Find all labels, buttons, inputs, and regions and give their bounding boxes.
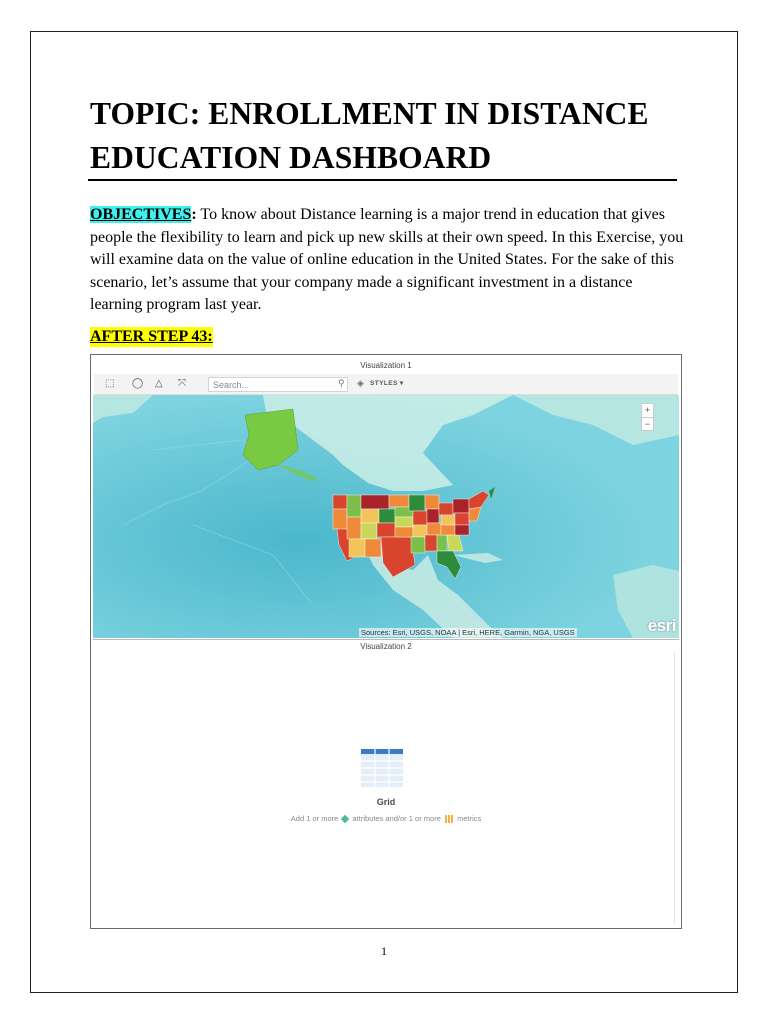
state-region [389,495,409,507]
state-region [411,537,425,553]
state-region [439,503,453,515]
grid-hint [91,814,681,823]
visualization-2-panel [93,653,675,924]
chevron-down-icon: ▾ [399,380,404,387]
state-region [377,523,395,537]
objectives-text: To know about Distance learning is a major trend in education that gives people the flexibility to learn and pick up new skills at their own speed. In this Exercise, you will examine data on the value of online education in the United States. For the sake of this scenario, let’s assume that your company made a significant investment in a distance learning program last year. [90,206,684,314]
visualization-divider [93,639,679,640]
state-region [333,495,347,509]
search-icon[interactable]: ⚲ [338,378,345,388]
attribute-icon [341,815,349,823]
grid-hint-attributes: attributes and/or 1 or more [352,814,441,823]
grid-hint-prefix: Add 1 or more [290,814,339,823]
state-region [441,525,455,535]
state-region [361,523,377,539]
map-search-input[interactable] [208,377,348,392]
map-canvas [93,395,679,638]
state-region [455,525,469,535]
state-region [453,499,469,513]
state-region [361,509,379,523]
state-region [427,523,441,535]
state-region [409,495,425,511]
visualization-2-title: Visualization 2 [360,642,412,651]
title-underline [88,179,677,181]
document-title [90,92,690,180]
after-step-heading: AFTER STEP 43: [90,328,213,345]
state-region [455,513,469,525]
zoom-in-button[interactable]: + [644,405,651,415]
state-region [395,517,413,527]
state-region [427,509,439,523]
state-region [395,527,413,537]
state-region [413,511,427,525]
state-region [349,539,365,557]
map-attribution: Sources: Esri, USGS, NOAA | Esri, HERE, Garmin, NGA, USGS [361,628,575,637]
state-region [365,539,381,557]
state-region [441,515,455,525]
state-region [361,495,389,509]
map-view[interactable] [93,395,679,638]
state-region [425,535,437,551]
clear-selection-icon[interactable]: ⤧ [178,378,186,389]
rectangle-select-icon[interactable]: ⬚ [105,378,115,389]
styles-dropdown[interactable] [370,379,404,387]
page-number: 1 [381,944,387,958]
title-line-1: TOPIC: ENROLLMENT IN DISTANCE [90,96,649,131]
grid-icon [361,749,403,787]
state-region [379,509,395,523]
state-region [333,509,347,529]
esri-logo: esri [647,616,676,635]
state-region [425,495,439,509]
visualization-1-title: Visualization 1 [360,361,412,370]
layers-icon[interactable]: ◈ [357,378,364,388]
zoom-out-button[interactable]: − [642,417,653,430]
state-region [347,517,361,539]
dashboard-screenshot [90,354,682,929]
state-region [437,535,447,551]
grid-label: Grid [376,797,396,807]
objectives-paragraph [90,204,686,317]
title-line-2: EDUCATION DASHBOARD [90,140,492,175]
grid-hint-metrics: metrics [457,814,482,823]
lasso-select-icon[interactable]: ◯ [132,378,144,389]
zoom-control [641,403,654,431]
polygon-select-icon[interactable]: △ [155,378,163,389]
metric-icon [445,815,453,823]
styles-label: STYLES [370,380,398,387]
objectives-label: OBJECTIVES [90,206,192,223]
state-region [347,495,361,517]
map-toolbar [94,374,678,395]
objectives-colon: : [191,206,197,223]
